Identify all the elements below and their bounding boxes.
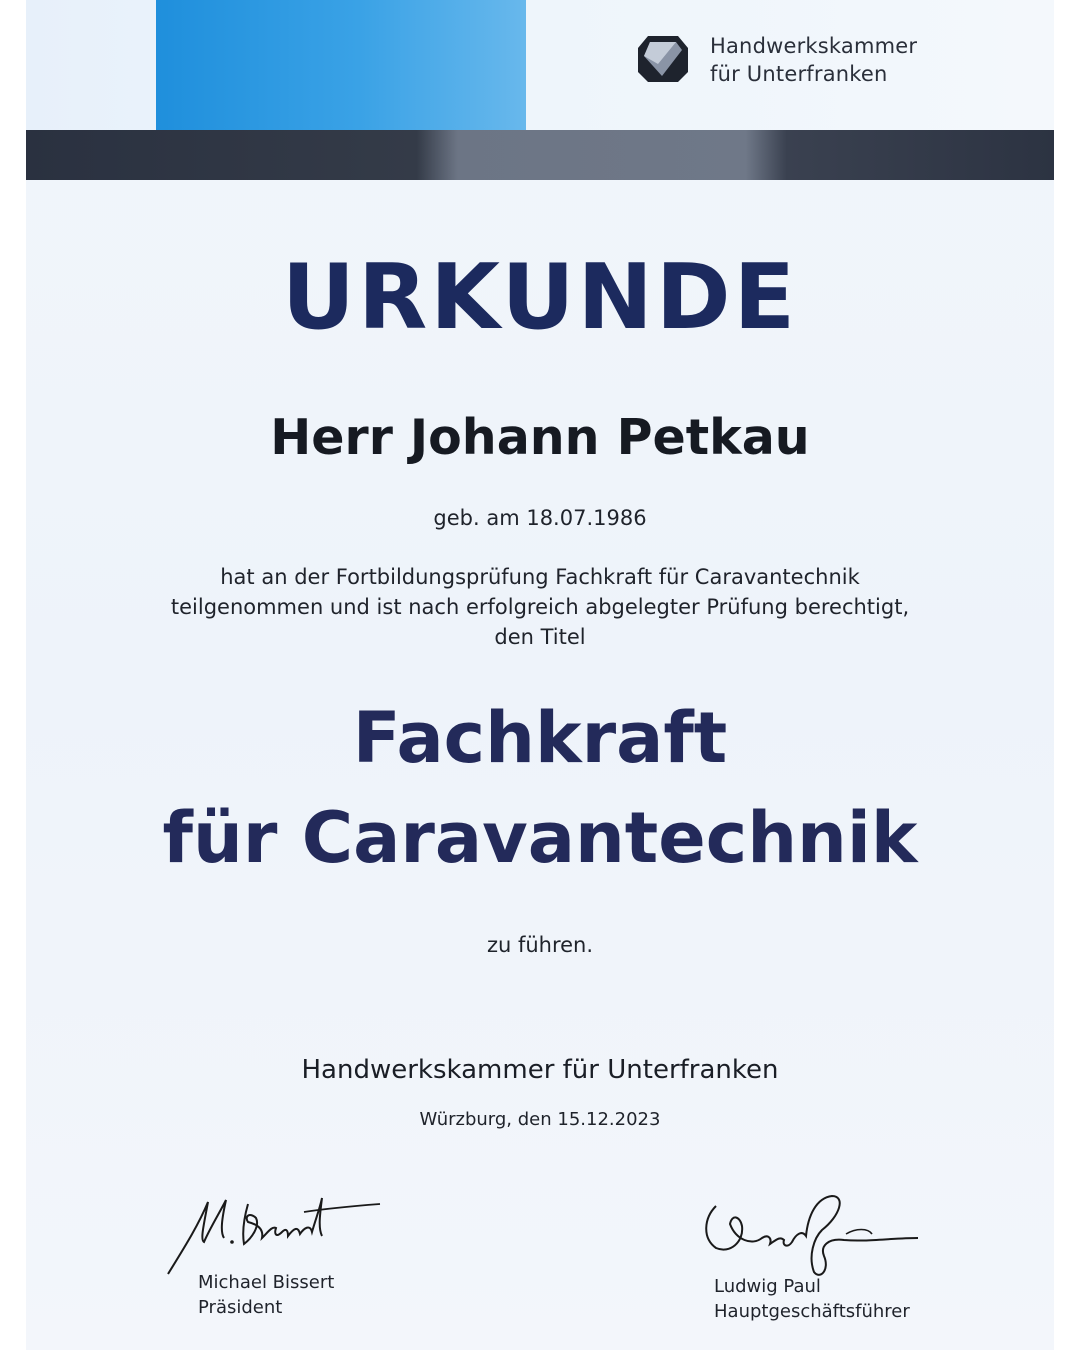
signature-managing-director [696, 1176, 926, 1286]
awarded-title-line1: Fachkraft [352, 697, 728, 779]
birth-date: geb. am 18.07.1986 [433, 506, 647, 530]
signatory-name: Michael Bissert [198, 1272, 335, 1293]
awarded-title-line2: für Caravantechnik [162, 797, 918, 879]
certificate-title: URKUNDE [281, 245, 799, 350]
statement-line: hat an der Fortbildungsprüfung Fachkraft für Caravantechnik [220, 565, 860, 589]
organization-logo [636, 30, 956, 94]
signatory-managing-director [714, 1274, 910, 1324]
issuing-body: Handwerkskammer für Unterfranken [301, 1055, 779, 1085]
signatory-role: Präsident [198, 1297, 283, 1318]
statement-line: teilgenommen und ist nach erfolgreich abgelegter Prüfung berechtigt, [170, 595, 910, 619]
organization-name-line2: für Unterfranken [710, 62, 888, 86]
header-dark-stripe [26, 130, 1054, 180]
recipient-name: Herr Johann Petkau [270, 409, 810, 466]
place-and-date: Würzburg, den 15.12.2023 [419, 1109, 661, 1130]
closing-phrase: zu führen. [486, 933, 594, 957]
certificate-statement [26, 562, 1054, 652]
signatory-president [198, 1270, 334, 1320]
signatory-role: Hauptgeschäftsführer [714, 1301, 910, 1322]
awarded-title [26, 688, 1054, 888]
signature-president [164, 1188, 384, 1278]
hwk-logo-icon [636, 34, 690, 84]
signatory-name: Ludwig Paul [714, 1276, 821, 1297]
certificate-page [26, 0, 1054, 1350]
organization-name-line1: Handwerkskammer [710, 34, 918, 58]
statement-line: den Titel [494, 625, 586, 649]
header-accent-block [156, 0, 526, 130]
organization-name [710, 32, 917, 88]
